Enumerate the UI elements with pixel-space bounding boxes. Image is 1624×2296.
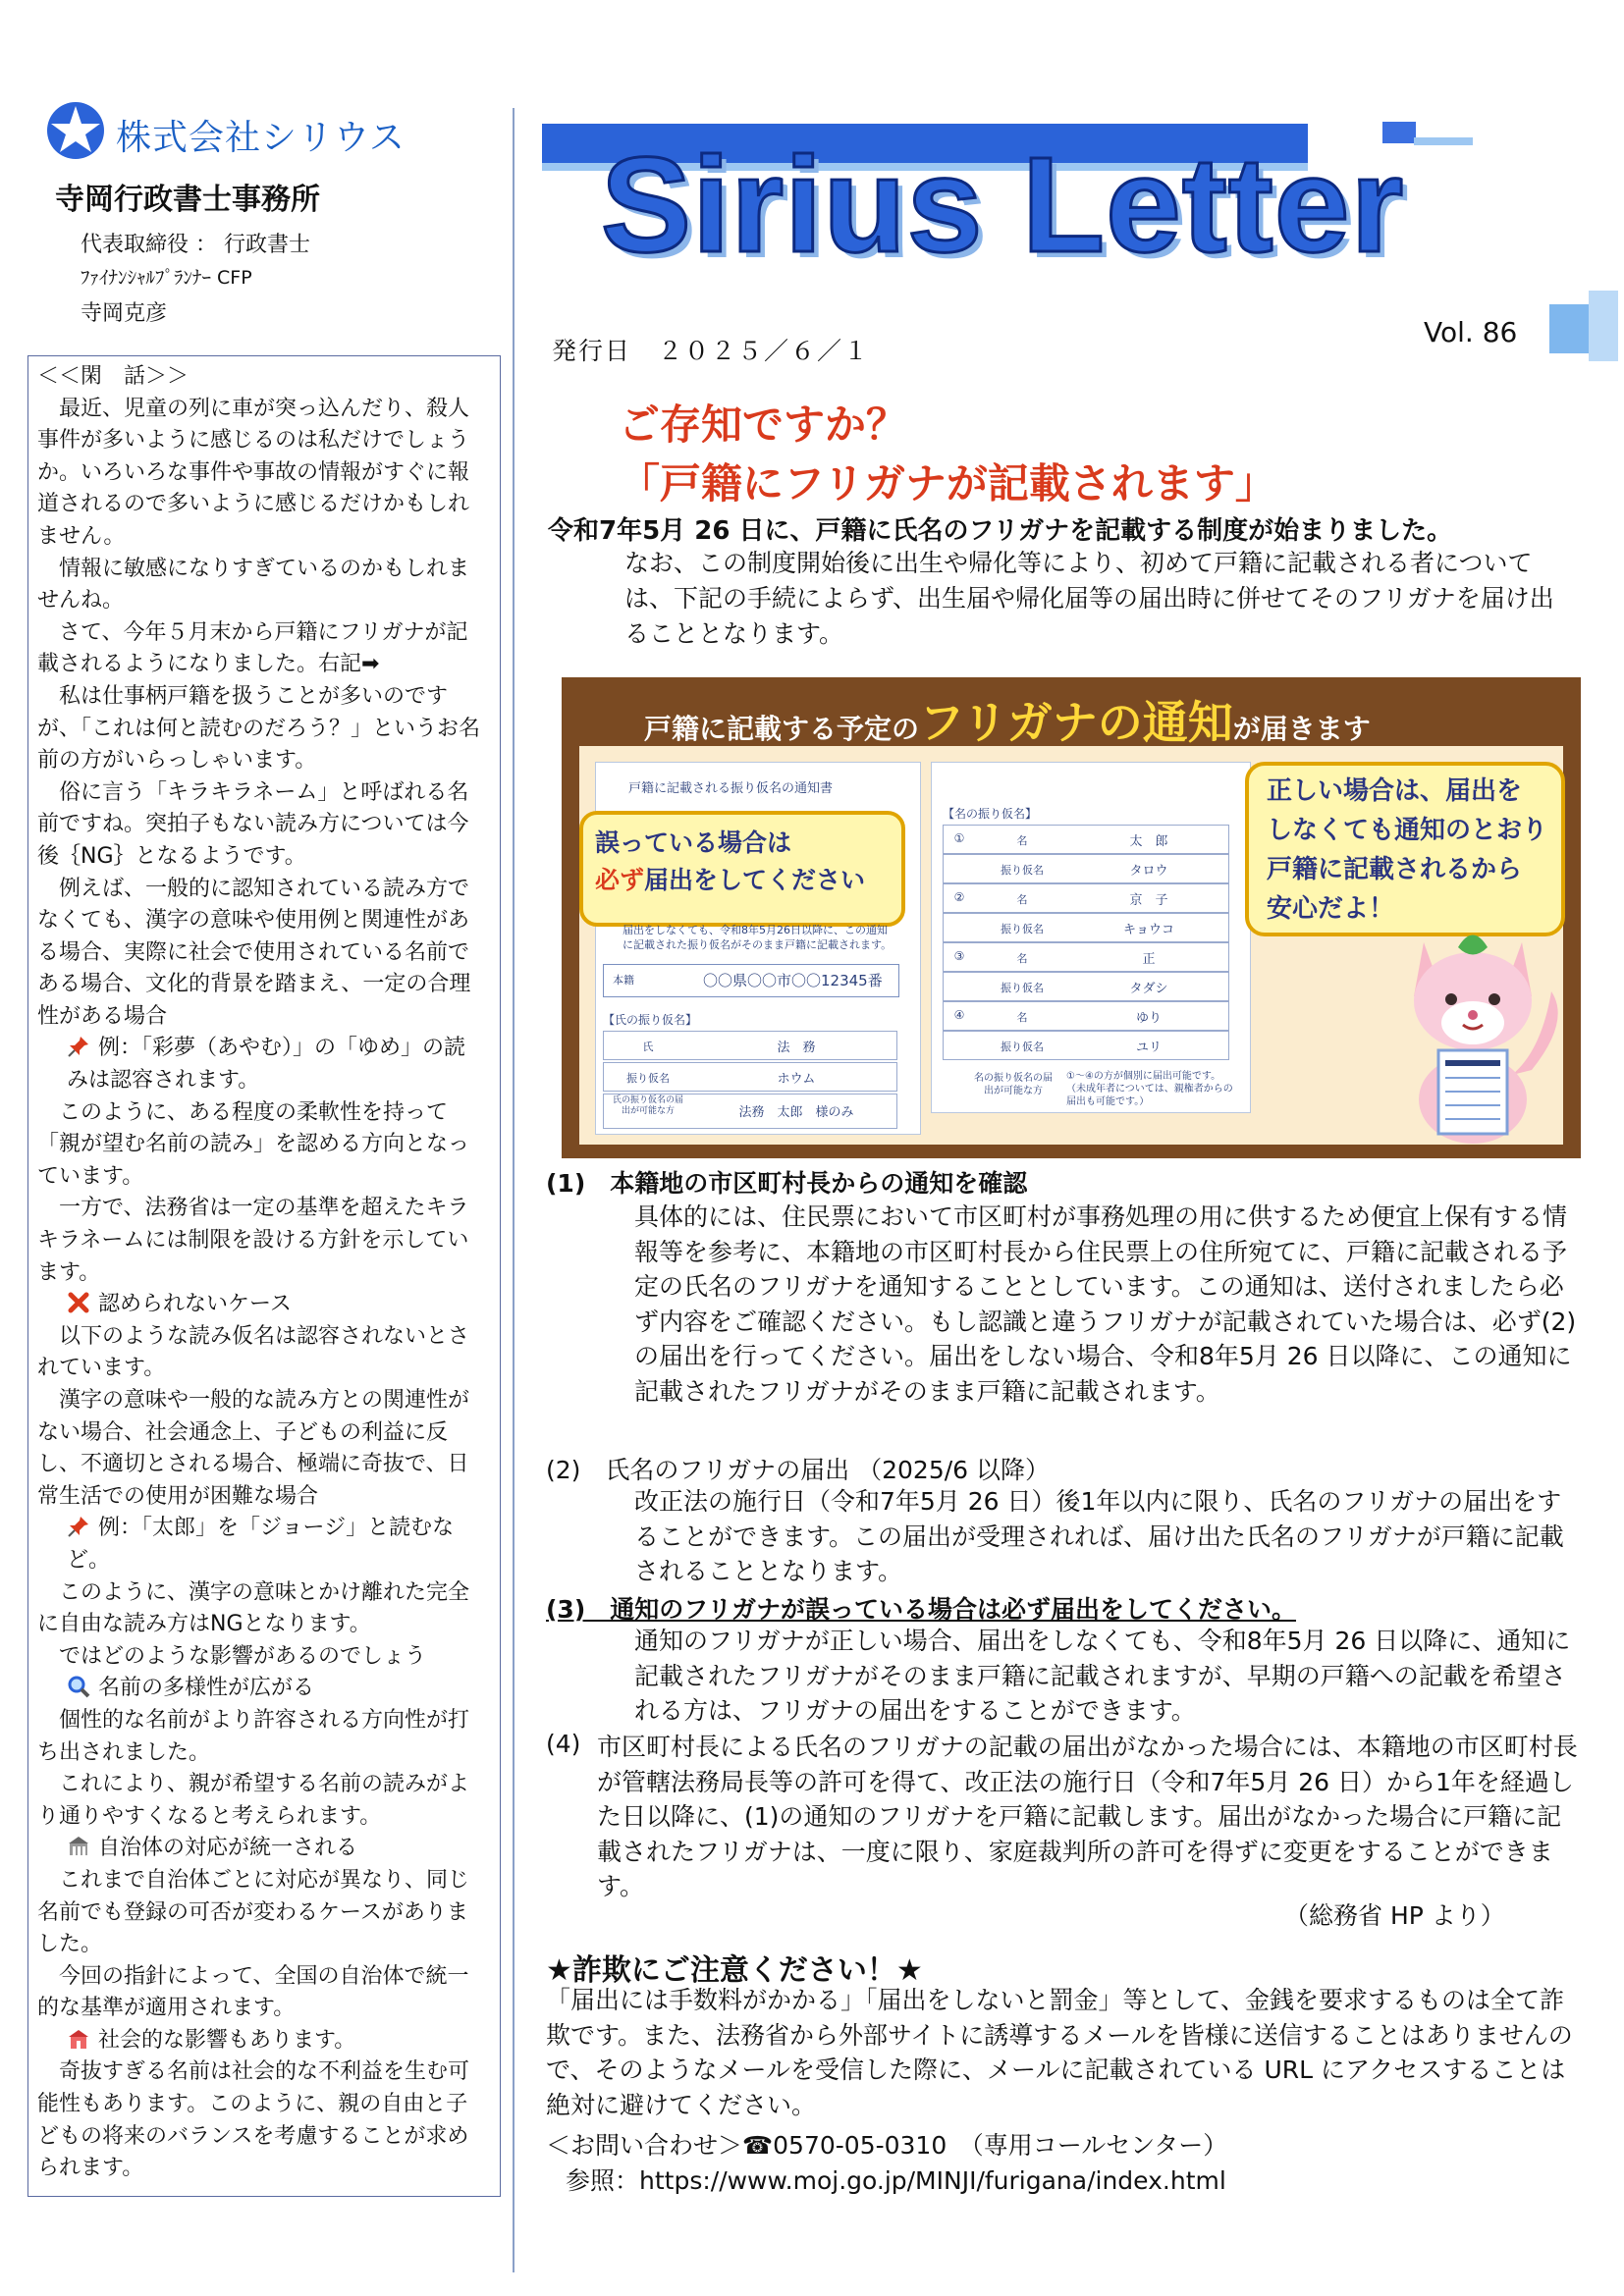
section-1-body: 具体的には、住民票において市区町村が事務処理の用に供するため便宜上保有する情報等を参考に、本籍地の市区町村長から住民票上の住所宛てに、戸籍に記載される予定の氏名のフリガナを通知することとしています。この通知は、送付されましたら必ず内容をご確認ください。もし認識と違うフリガナが記載されていた場合は、必ず(2)の届出を行ってください。届出をしない場合、令和8年5月 26 日以降に、この通知に記載されたフリガナがそのまま戸籍に記載されます。	[634, 1202, 1577, 1406]
illustration-title-c: が届きます	[1232, 713, 1371, 745]
form-row-value: 正	[1142, 952, 1156, 967]
column-paragraph: 奇抜すぎる名前は社会的な不利益を生む可能性もあります。このように、親の自由と子どもの将来のバランスを考慮することが求められます。	[37, 2059, 470, 2181]
column-paragraph: ではどのような影響があるのでしょう	[59, 1643, 427, 1669]
column-paragraph: このように、ある程度の柔軟性を持って「親が望む名前の読み」を認める方向となっています。	[37, 1099, 470, 1189]
form-row-value: 法務 太郎 様のみ	[738, 1105, 854, 1120]
form-footer-value: ①～④の方が個別に届出可能です。（未成年者については、親権者からの届出も可能です。）	[1066, 1071, 1233, 1107]
column-subheading: 自治体の対応が統一される	[98, 1836, 358, 1861]
form-row-label: 振り仮名	[1001, 864, 1044, 877]
bubble-line: 安心だよ！	[1267, 894, 1395, 924]
section-4-number: (4)	[546, 1730, 581, 1758]
column-paragraph: このように、漢字の意味とかけ離れた完全に自由な読み方はNGとなります。	[37, 1579, 470, 1637]
magnifier-icon	[67, 1675, 90, 1698]
column-example: 例：「太郎」を「ジョージ」と読むなど。	[67, 1516, 455, 1573]
source-credit: （総務省 HP より）	[1284, 1901, 1505, 1930]
header-decoration	[1414, 137, 1473, 145]
column-divider	[513, 108, 514, 2272]
column-subheading: 名前の多様性が広がる	[98, 1676, 315, 1701]
building-icon	[67, 2027, 90, 2051]
column-paragraph: 個性的な名前がより許容される方向性が打ち出されました。	[37, 1707, 470, 1765]
section-2-body: 改正法の施行日（令和7年5月 26 日）後1年以内に限り、氏名のフリガナの届出をすることができます。この届出が受理されれば、届け出た氏名のフリガナが戸籍に記載されることとなります。	[634, 1487, 1564, 1586]
cross-mark-icon	[67, 1291, 90, 1314]
intro-paragraph: なお、この制度開始後に出生や帰化等により、初めて戸籍に記載される者については、下記の手続によらず、出生届や帰化届等の届出時に併せてそのフリガナを届け出ることとなります。	[624, 549, 1554, 648]
form-row-label: 振り仮名	[626, 1072, 670, 1085]
form-row-value: ゆり	[1135, 1011, 1162, 1026]
newsletter-title: Sirius Letter	[601, 130, 1405, 281]
form-row-value: ホウム	[777, 1072, 816, 1087]
warning-bubble-text	[595, 825, 865, 899]
bubble-line: 戸籍に記載されるから	[1267, 855, 1523, 884]
illustration-title-b: フリガナの通知	[919, 696, 1233, 749]
column-paragraph: これまで自治体ごとに対応が異なり、同じ名前でも登録の可否が変わるケースがありました。	[37, 1867, 470, 1957]
column-heading: ＜＜閑 話＞＞	[37, 364, 189, 389]
representative-name: 寺岡克彦	[81, 301, 168, 326]
section-2-heading: (2) 氏名のフリガナの届出 （2025/6 以降）	[546, 1456, 1051, 1484]
column-paragraph: 最近、児童の列に車が突っ込んだり、殺人事件が多いように感じるのは私だけでしょうか。いろいろな事件や事故の情報がすぐに報道されるので多いように感じるだけかもしれません。	[37, 396, 470, 549]
planner-title: ﾌｧｲﾅﾝｼｬﾙﾌﾟﾗﾝﾅｰ CFP	[81, 267, 252, 289]
form-row-label: 振り仮名	[1001, 982, 1044, 994]
form-row-value: キョウコ	[1122, 923, 1174, 937]
notice-form-title: 戸籍に記載される振り仮名の通知書	[628, 781, 834, 796]
city-hall-icon	[67, 1835, 90, 1858]
reference-link[interactable]: 参照：https://www.moj.go.jp/MINJI/furigana/index.html	[566, 2166, 1226, 2195]
form-row-label: 振り仮名	[1001, 1041, 1044, 1053]
form-row-number: ①	[953, 831, 965, 845]
column-paragraph: 私は仕事柄戸籍を扱うことが多いのですが、「これは何と読むのだろう？」というお名前の方がいらっしゃいます。	[37, 683, 481, 774]
form-row-value: ユリ	[1135, 1041, 1162, 1055]
lead-sentence: 令和7年5月 26 日に、戸籍に氏名のフリガナを記載する制度が始まりました。	[548, 516, 1453, 546]
form-row-number: ③	[953, 949, 965, 963]
illustration-title	[644, 687, 1371, 752]
bubble-line: 正しい場合は、届出を	[1267, 776, 1523, 806]
warning-bubble-line2: 届出をしてください	[644, 866, 866, 894]
form-row-label: 氏	[642, 1041, 654, 1053]
headline-question: ご存知ですか？	[619, 400, 908, 449]
column-paragraph: 漢字の意味や一般的な読み方との関連性がない場合、社会通念上、子どもの利益に反し、不適切とされる場合、極端に奇抜で、日常生活での使用が困難な場合	[37, 1388, 470, 1509]
column-paragraph: 一方で、法務省は一定の基準を超えたキラキラネームには制限を設ける方針を示しています。	[37, 1196, 469, 1285]
address-label: 本籍	[613, 974, 634, 987]
form-row-value: 京 子	[1129, 893, 1168, 908]
column-paragraph: これにより、親が希望する名前の読みがより通りやすくなると考えられます。	[37, 1772, 470, 1829]
headline-main: 「戸籍にフリガナが記載されます」	[619, 459, 1276, 507]
form-row-label: 名	[1016, 893, 1028, 906]
section-4-body: 市区町村長による氏名のフリガナの記載の届出がなかった場合には、本籍地の市区町村長が管轄法務局長等の許可を得て、改正法の施行日（令和7年5月 26 日）から1年を経過した日以降に、(1)の通知のフリガナを戸籍に記載します。届出がなかった場合に戸籍に記載されたフリガナは、一度に限り、家庭裁判所の許可を得ずに変更をすることができます。	[597, 1733, 1578, 1901]
pushpin-icon	[67, 1035, 90, 1058]
form-row-value: タダシ	[1129, 982, 1168, 996]
column-example: 例：「彩夢（あやむ）」の「ゆめ」の読みは認容されます。	[67, 1036, 466, 1094]
column-subheading: 認められないケース	[98, 1292, 292, 1317]
fraud-warning-body: 「届出には手数料がかかる」「届出をしないと罰金」等として、金銭を要求するものは全て詐欺です。また、法務省から外部サイトに誘導するメールを皆様に送信することはありませんので、そのようなメールを受信した際に、メールに記載されている URL にアクセスすることは絶対に避けてください。	[546, 1986, 1573, 2119]
section-3-body: 通知のフリガナが正しい場合、届出をしなくても、令和8年5月 26 日以降に、通知に記載されたフリガナがそのまま戸籍に記載されますが、早期の戸籍への記載を希望される方は、フリガナの届出をすることができます。	[634, 1627, 1571, 1726]
form-row-label: 氏の振り仮名の届出が可能な方	[612, 1095, 683, 1116]
form-row-value: 太 郎	[1129, 834, 1168, 849]
form-row-label: 名	[1016, 952, 1028, 965]
form-row-label: 名	[1016, 1011, 1028, 1024]
address-value: 〇〇県〇〇市〇〇12345番	[703, 972, 883, 989]
column-paragraph: 今回の指針によって、全国の自治体で統一的な基準が適用されます。	[37, 1963, 469, 2021]
column-paragraph: 例えば、一般的に認知されている読み方でなくても、漢字の意味や使用例と関連性がある場合、実際に社会で使用されている名前である場合、文化的背景を踏まえ、一定の合理性がある場合	[37, 876, 471, 1029]
given-name-section-label: 【名の振り仮名】	[943, 807, 1038, 821]
column-text	[37, 361, 485, 2185]
fox-mascot-icon	[1384, 903, 1571, 1148]
representative-title: 代表取締役 ： 行政書士	[81, 233, 310, 257]
office-name: 寺岡行政書士事務所	[55, 183, 320, 217]
column-paragraph: 情報に敏感になりすぎているのかもしれませんね。	[37, 556, 470, 614]
surname-section-label: 【氏の振り仮名】	[603, 1013, 698, 1027]
form-row-value: タロウ	[1129, 864, 1168, 879]
column-paragraph: さて、今年５月末から戸籍にフリガナが記載されるようになりました。右記➡	[37, 619, 468, 677]
form-row-label: 名	[1016, 834, 1028, 847]
volume-number: Vol. 86	[1424, 316, 1518, 348]
warning-bubble-emphasis: 必ず	[595, 866, 645, 894]
column-paragraph: 俗に言う「キラキラネーム」と呼ばれる名前ですね。突拍子もない読み方については今後｛NG｝となるようです。	[37, 779, 469, 869]
contact-line: ＜お問い合わせ＞☎0570-05-0310 （専用コールセンター）	[546, 2131, 1228, 2160]
issue-date: 発行日 ２０２５／６／１	[552, 337, 871, 365]
notice-form-note: 届出をしなくても、令和8年5月26日以降に、この通知に記載された振り仮名がそのまま戸籍に記載されます。	[623, 924, 893, 951]
section-3-heading: (3) 通知のフリガナが誤っている場合は必ず届出をしてください。	[546, 1595, 1296, 1624]
pushpin-icon	[67, 1515, 90, 1538]
form-row-value: 法 務	[777, 1041, 816, 1055]
column-subheading: 社会的な影響もあります。	[98, 2027, 356, 2053]
bubble-line: しなくても通知のとおり	[1267, 816, 1548, 845]
form-row-number: ②	[953, 890, 965, 904]
column-paragraph: 以下のような読み仮名は認容されないとされています。	[37, 1323, 470, 1381]
fraud-warning-title: ★詐欺にご注意ください！★	[546, 1953, 923, 1988]
company-name: 株式会社シリウス	[116, 118, 406, 158]
section-1-heading: (1) 本籍地の市区町村長からの通知を確認	[546, 1169, 1028, 1198]
warning-bubble-line1: 誤っている場合は	[595, 828, 792, 857]
form-footer-label: 名の振り仮名の届出が可能な方	[974, 1073, 1053, 1096]
form-row-number: ④	[953, 1008, 965, 1022]
company-logo-icon	[43, 98, 108, 163]
illustration-title-a: 戸籍に記載する予定の	[644, 713, 920, 745]
form-row-label: 振り仮名	[1001, 923, 1044, 935]
header-decoration	[1549, 304, 1589, 353]
header-decoration	[1589, 291, 1618, 361]
